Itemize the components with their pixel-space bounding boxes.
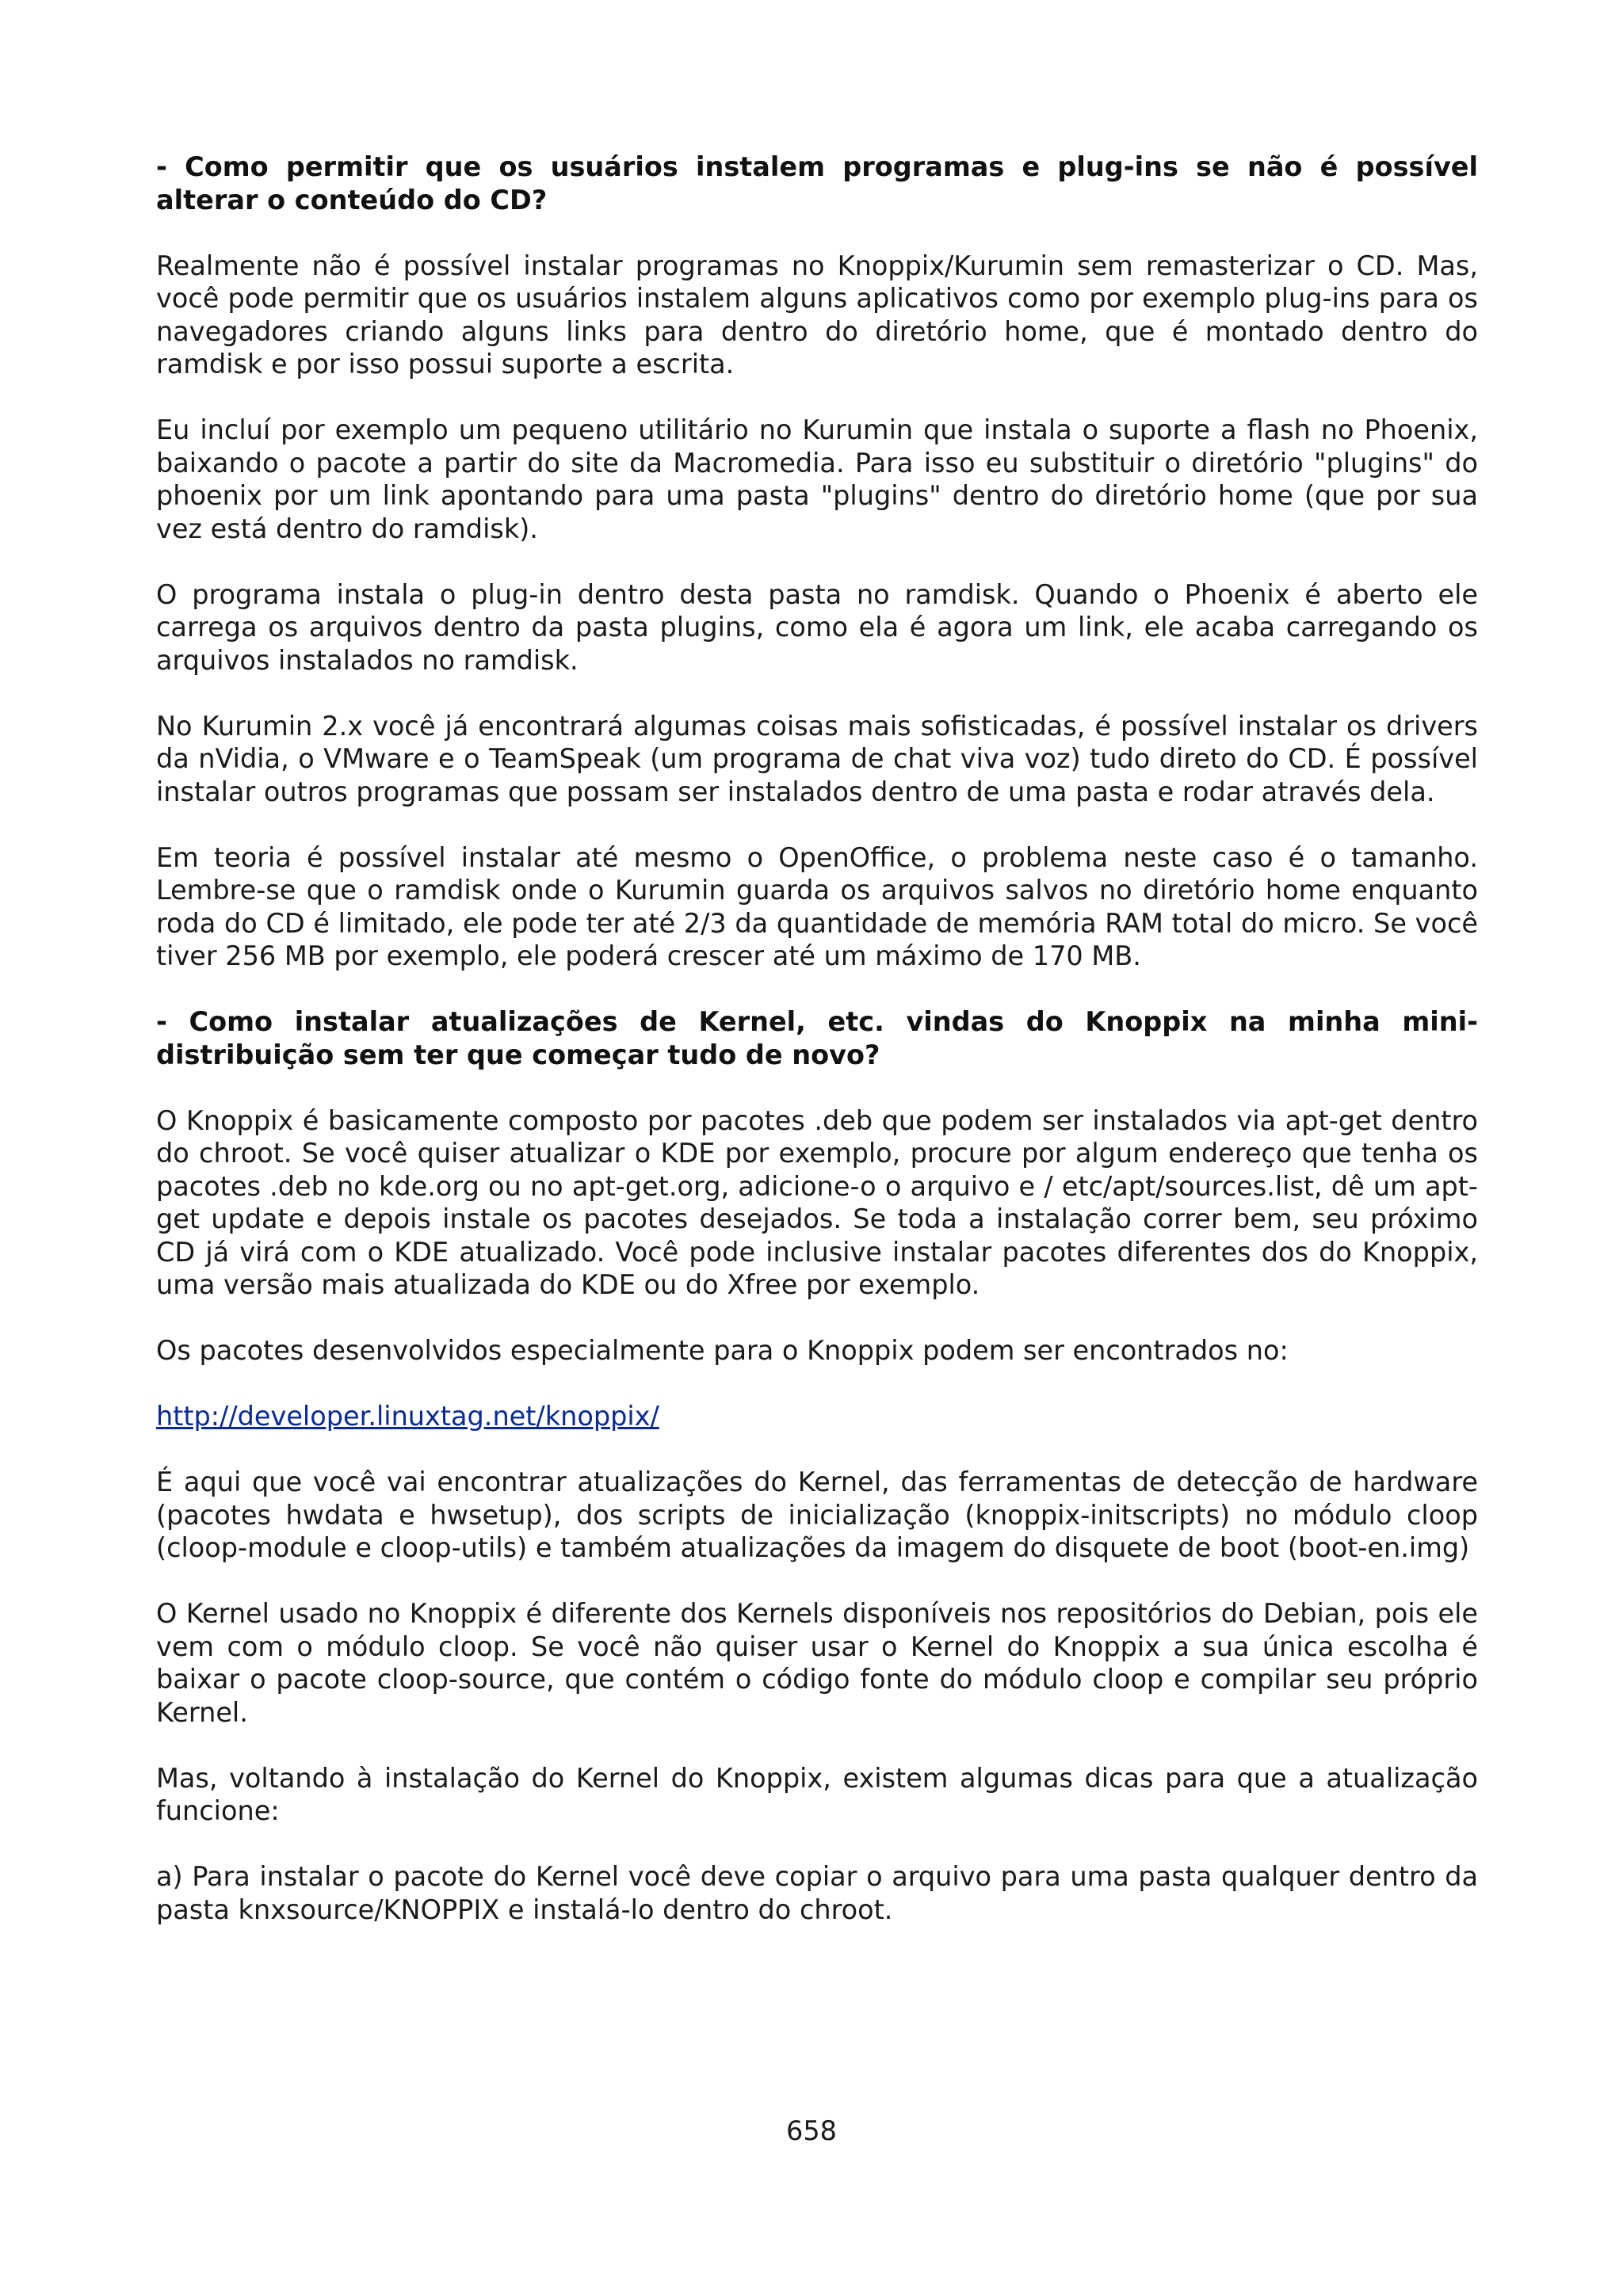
paragraph: Os pacotes desenvolvidos especialmente para o Knoppix podem ser encontrados no: (156, 1335, 1289, 1366)
paragraph: O Kernel usado no Knoppix é diferente dos Kernels disponíveis nos repositórios do Debian, pois ele vem com o módulo cloop. Se você não quiser usar o Kernel do Knoppix a sua única escolha é baixar o pacote cloop-source, que contém o código fonte do módulo cloop e compilar seu próprio Kernel. (156, 1598, 1478, 1728)
section-heading: - Como permitir que os usuários instalem programas e plug-ins se não é possível alterar o conteúdo do CD? (156, 151, 1478, 215)
section-heading: - Como instalar atualizações de Kernel, etc. vindas do Knoppix na minha mini-distribuição sem ter que começar tudo de novo? (156, 1006, 1478, 1070)
paragraph: Mas, voltando à instalação do Kernel do Knoppix, existem algumas dicas para que a atualização funcione: (156, 1762, 1478, 1826)
paragraph: Realmente não é possível instalar programas no Knoppix/Kurumin sem remasterizar o CD. Mas, você pode permitir que os usuários instalem alguns aplicativos como por exemplo plug-ins para os navegadores criando alguns links para dentro do diretório home, que é montado dentro do ramdisk e por isso possui suporte a escrita. (156, 250, 1478, 379)
paragraph: a) Para instalar o pacote do Kernel você deve copiar o arquivo para uma pasta qualquer dentro da pasta knxsource/KNOPPIX e instalá-lo dentro do chroot. (156, 1861, 1478, 1925)
paragraph: O programa instala o plug-in dentro desta pasta no ramdisk. Quando o Phoenix é aberto ele carrega os arquivos dentro da pasta plugins, como ela é agora um link, ele acaba carregando os arquivos instalados no ramdisk. (156, 578, 1478, 676)
paragraph: O Knoppix é basicamente composto por pacotes .deb que podem ser instalados via apt-get dentro do chroot. Se você quiser atualizar o KDE por exemplo, procure por algum endereço que tenha os pacotes .deb no kde.org ou no apt-get.org, adicione-o o arquivo e / etc/apt/sources.list, dê um apt-get update e depois instale os pacotes desejados. Se toda a instalação correr bem, seu próximo CD já virá com o KDE atualizado. Você pode inclusive instalar pacotes diferentes dos do Knoppix, uma versão mais atualizada do KDE ou do Xfree por exemplo. (156, 1104, 1478, 1300)
knoppix-developer-link[interactable]: http://developer.linuxtag.net/knoppix/ (156, 1401, 659, 1432)
link-paragraph (156, 1400, 1478, 1433)
paragraph: É aqui que você vai encontrar atualizações do Kernel, das ferramentas de detecção de hardware (pacotes hwdata e hwsetup), dos scripts de inicialização (knoppix-initscripts) no módulo cloop (cloop-module e cloop-utils) e também atualizações da imagem do disquete de boot (boot-en.img) (156, 1466, 1478, 1563)
paragraph: No Kurumin 2.x você já encontrará algumas coisas mais sofisticadas, é possível instalar os drivers da nVidia, o VMware e o TeamSpeak (um programa de chat viva voz) tudo direto do CD. É possível instalar outros programas que possam ser instalados dentro de uma pasta e rodar através dela. (156, 710, 1478, 807)
page-number: 658 (786, 2115, 837, 2146)
document-page (156, 151, 1478, 1959)
paragraph: Em teoria é possível instalar até mesmo o OpenOffice, o problema neste caso é o tamanho. Lembre-se que o ramdisk onde o Kurumin guarda os arquivos salvos no diretório home enquanto roda do CD é limitado, ele pode ter até 2/3 da quantidade de memória RAM total do micro. Se você tiver 256 MB por exemplo, ele poderá crescer até um máximo de 170 MB. (156, 841, 1478, 971)
paragraph: Eu incluí por exemplo um pequeno utilitário no Kurumin que instala o suporte a flash no Phoenix, baixando o pacote a partir do site da Macromedia. Para isso eu substituir o diretório "plugins" do phoenix por um link apontando para uma pasta "plugins" dentro do diretório home (que por sua vez está dentro do ramdisk). (156, 414, 1478, 544)
